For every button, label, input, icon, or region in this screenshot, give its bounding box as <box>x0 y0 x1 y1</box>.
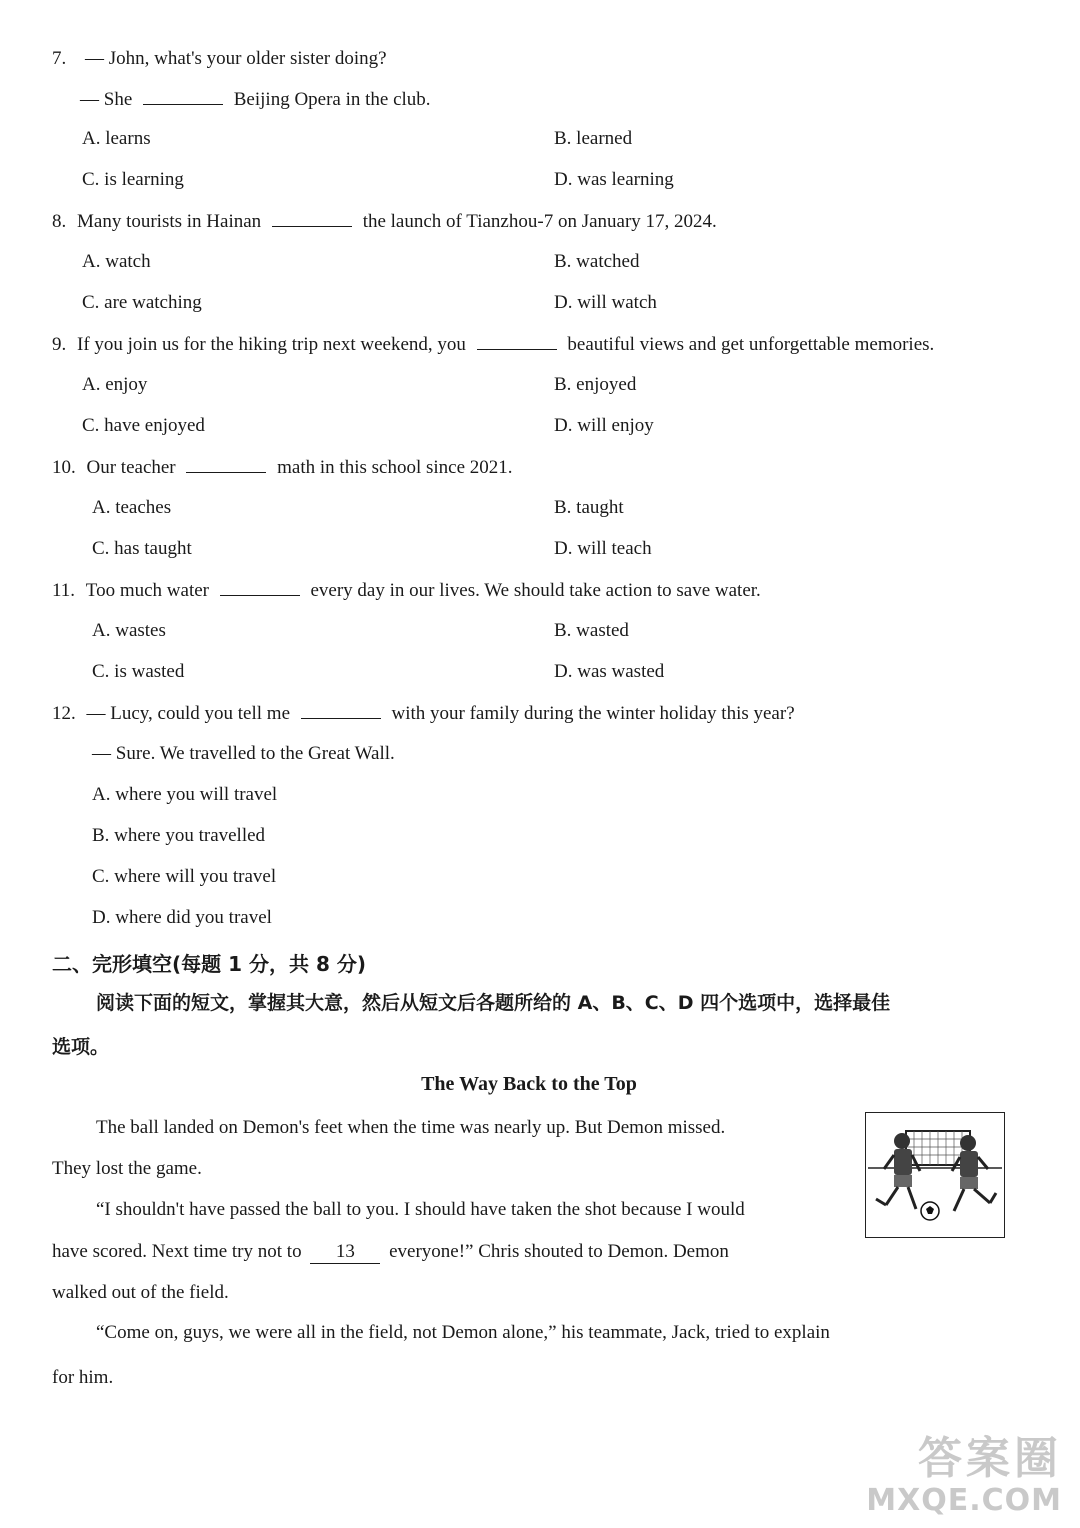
option-c[interactable]: C. has taught <box>92 538 192 559</box>
option-b[interactable]: B. where you travelled <box>92 825 266 846</box>
question-text: Our teacher <box>86 457 176 478</box>
passage-title: The Way Back to the Top <box>421 1073 637 1095</box>
question-text: Beijing Opera in the club. <box>233 89 431 110</box>
answer-blank[interactable] <box>477 331 557 350</box>
question-text: beautiful views and get unforgettable memories. <box>567 334 935 355</box>
question-12-reply: — Sure. We travelled to the Great Wall. <box>92 743 395 764</box>
passage-text: have scored. Next time try not to <box>52 1241 302 1262</box>
option-c[interactable]: C. is wasted <box>92 661 185 682</box>
question-text: — She <box>80 89 133 110</box>
question-text: — John, what's your older sister doing? <box>85 48 387 69</box>
option-b[interactable]: B. taught <box>554 497 624 518</box>
passage-line: “I shouldn't have passed the ball to you. I should have taken the shot because I would <box>96 1199 745 1220</box>
question-12 <box>52 700 795 727</box>
question-7-line1 <box>52 46 387 72</box>
question-9 <box>52 331 934 358</box>
option-d[interactable]: D. will teach <box>554 538 652 559</box>
question-text: math in this school since 2021. <box>277 457 513 478</box>
question-number: 11. <box>52 580 76 601</box>
passage-line: They lost the game. <box>52 1158 202 1179</box>
question-8 <box>52 208 717 235</box>
passage-line: “Come on, guys, we were all in the field, not Demon alone,” his teammate, Jack, tried to explain <box>96 1322 830 1343</box>
option-b[interactable]: B. wasted <box>554 620 629 641</box>
answer-blank[interactable] <box>272 208 352 227</box>
question-number: 7. <box>52 48 67 69</box>
question-7-line2 <box>80 86 431 113</box>
option-a[interactable]: A. enjoy <box>82 374 148 395</box>
section-instruction-line1: 阅读下面的短文，掌握其大意，然后从短文后各题所给的 A、B、C、D 四个选项中，选择最佳 <box>96 992 891 1014</box>
option-b[interactable]: B. enjoyed <box>554 374 637 395</box>
question-11 <box>52 577 761 604</box>
question-text: If you join us for the hiking trip next weekend, you <box>77 334 466 355</box>
soccer-icon <box>866 1113 1004 1237</box>
section-heading: 二、完形填空(每题 1 分，共 8 分) <box>52 952 366 976</box>
passage-text: everyone!” Chris shouted to Demon. Demon <box>389 1241 729 1262</box>
question-text: Too much water <box>85 580 209 601</box>
passage-line: for him. <box>52 1367 114 1388</box>
site-watermark <box>866 1434 1062 1518</box>
question-number: 8. <box>52 211 67 232</box>
option-d[interactable]: D. where did you travel <box>92 907 272 928</box>
cloze-blank-13[interactable] <box>310 1241 380 1264</box>
option-a[interactable]: A. learns <box>82 128 151 149</box>
soccer-players-illustration <box>865 1112 1005 1238</box>
watermark-url: MXQE.COM <box>866 1483 1062 1518</box>
section-instruction-line2: 选项。 <box>52 1036 110 1058</box>
question-text: with your family during the winter holiday this year? <box>391 703 795 724</box>
option-c[interactable]: C. where will you travel <box>92 866 277 887</box>
answer-blank[interactable] <box>143 86 223 105</box>
question-number: 10. <box>52 457 76 478</box>
question-number: 12. <box>52 703 76 724</box>
question-text: Many tourists in Hainan <box>77 211 262 232</box>
option-d[interactable]: D. was wasted <box>554 661 665 682</box>
option-c[interactable]: C. have enjoyed <box>82 415 205 436</box>
cloze-blank-number: 13 <box>335 1241 355 1262</box>
question-10 <box>52 454 513 481</box>
option-c[interactable]: C. is learning <box>82 169 184 190</box>
question-text: the launch of Tianzhou-7 on January 17, 2024. <box>362 211 717 232</box>
answer-blank[interactable] <box>186 454 266 473</box>
option-a[interactable]: A. watch <box>82 251 151 272</box>
option-b[interactable]: B. watched <box>554 251 640 272</box>
answer-blank[interactable] <box>301 700 381 719</box>
answer-blank[interactable] <box>220 577 300 596</box>
passage-line <box>52 1239 729 1265</box>
watermark-logo-text: 答案圈 <box>918 1433 1062 1484</box>
option-d[interactable]: D. will watch <box>554 292 657 313</box>
passage-line: walked out of the field. <box>52 1282 229 1303</box>
option-d[interactable]: D. was learning <box>554 169 674 190</box>
question-number: 9. <box>52 334 67 355</box>
passage-line: The ball landed on Demon's feet when the time was nearly up. But Demon missed. <box>96 1117 726 1138</box>
option-a[interactable]: A. wastes <box>92 620 166 641</box>
option-b[interactable]: B. learned <box>554 128 633 149</box>
option-a[interactable]: A. teaches <box>92 497 172 518</box>
option-c[interactable]: C. are watching <box>82 292 202 313</box>
option-d[interactable]: D. will enjoy <box>554 415 654 436</box>
question-text: — Lucy, could you tell me <box>86 703 290 724</box>
option-a[interactable]: A. where you will travel <box>92 784 278 805</box>
question-text: every day in our lives. We should take action to save water. <box>310 580 761 601</box>
